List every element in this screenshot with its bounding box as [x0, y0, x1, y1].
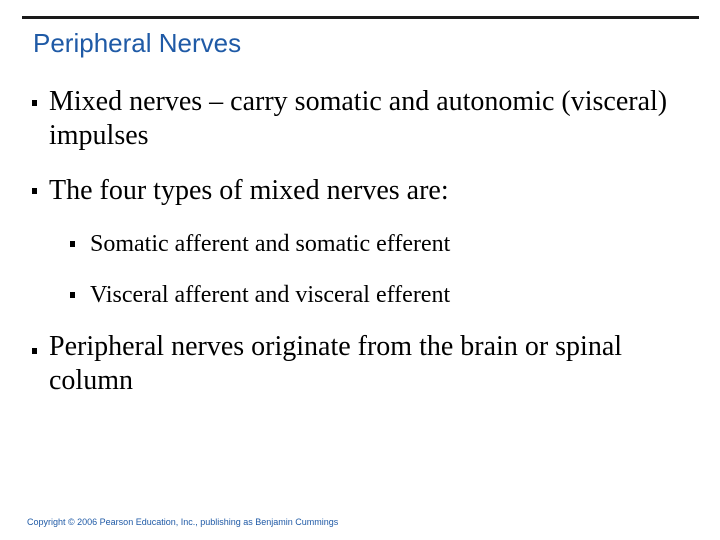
sub-bullet-item: Visceral afferent and visceral efferent — [90, 282, 451, 308]
sub-bullet-item: Somatic afferent and somatic efferent — [90, 231, 451, 257]
square-bullet-icon — [32, 100, 37, 106]
square-bullet-icon — [70, 292, 75, 298]
bullet-item: Peripheral nerves originate from the brain or spinal column — [49, 331, 623, 396]
copyright-footer: Copyright © 2006 Pearson Education, Inc., publishing as Benjamin Cummings — [27, 517, 339, 527]
bullet-item: Mixed nerves – carry somatic and autonomic (visceral) impulses — [49, 86, 668, 151]
slide-title: Peripheral Nerves — [33, 28, 242, 58]
square-bullet-icon — [70, 241, 75, 247]
square-bullet-icon — [32, 188, 37, 194]
square-bullet-icon — [32, 348, 37, 354]
bullet-item: The four types of mixed nerves are: — [49, 175, 449, 206]
